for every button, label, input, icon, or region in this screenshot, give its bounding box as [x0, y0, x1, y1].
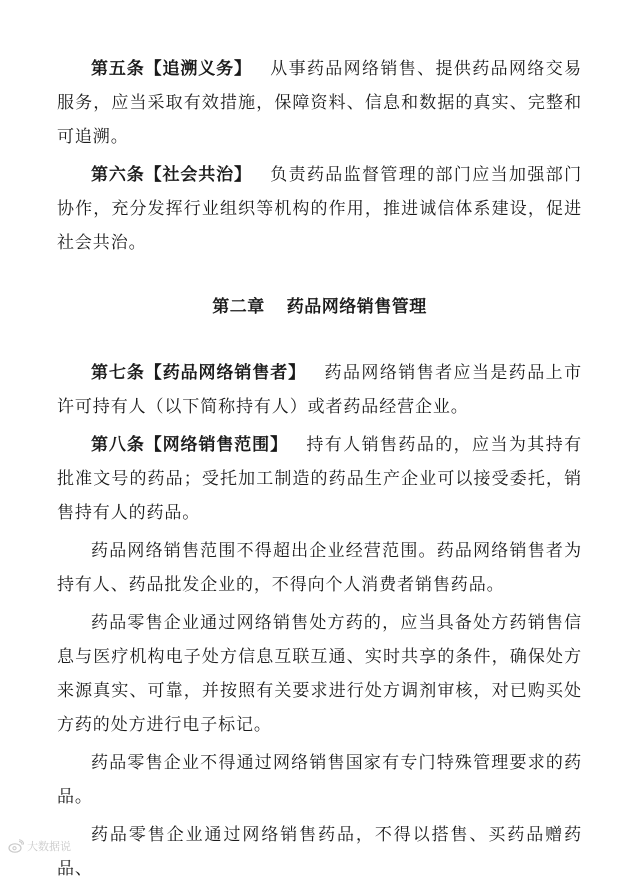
- article-8: [57, 428, 582, 530]
- article-7-body: 药品网络销售者应当是药品上市许可持有人（以下简称持有人）或者药品经营企业。: [57, 363, 582, 417]
- document-page: [57, 52, 582, 886]
- body-paragraph: 药品零售企业不得通过网络销售国家有专门特殊管理要求的药品。: [57, 753, 582, 807]
- chapter-title: [57, 290, 582, 324]
- article-7: [57, 356, 582, 424]
- article-6: [57, 158, 582, 260]
- chapter-number: 第二章: [212, 297, 265, 317]
- article-6-body: 负责药品监督管理的部门应当加强部门协作，充分发挥行业组织等机构的作用，推进诚信体系建设，促进社会共治。: [57, 165, 582, 253]
- article-6-heading: 第六条【社会共治】: [91, 165, 252, 185]
- body-paragraph: 药品零售企业通过网络销售处方药的，应当具备处方药销售信息与医疗机构电子处方信息互联互通、实时共享的条件，确保处方来源真实、可靠，并按照有关要求进行处方调剂审核，对已购买处方药的处方进行电子标记。: [57, 613, 582, 735]
- weibo-logo-icon: [8, 839, 24, 853]
- article-8-heading: 第八条【网络销售范围】: [91, 435, 288, 455]
- article-8-body: 持有人销售药品的，应当为其持有批准文号的药品；受托加工制造的药品生产企业可以接受委托，销售持有人的药品。: [57, 435, 582, 523]
- watermark-text: 大数据说: [27, 840, 71, 853]
- body-paragraph: 药品网络销售范围不得超出企业经营范围。药品网络销售者为持有人、药品批发企业的，不得向个人消费者销售药品。: [57, 541, 582, 595]
- article-7-heading: 第七条【药品网络销售者】: [91, 363, 307, 383]
- chapter-name: 药品网络销售管理: [286, 297, 427, 317]
- article-5-body: 从事药品网络销售、提供药品网络交易服务，应当采取有效措施，保障资料、信息和数据的真实、完整和可追溯。: [57, 59, 582, 147]
- article-5-heading: 第五条【追溯义务】: [91, 59, 252, 79]
- watermark: [8, 838, 71, 854]
- body-paragraph: 药品零售企业通过网络销售药品，不得以搭售、买药品赠药品、: [57, 825, 582, 879]
- article-5: [57, 52, 582, 154]
